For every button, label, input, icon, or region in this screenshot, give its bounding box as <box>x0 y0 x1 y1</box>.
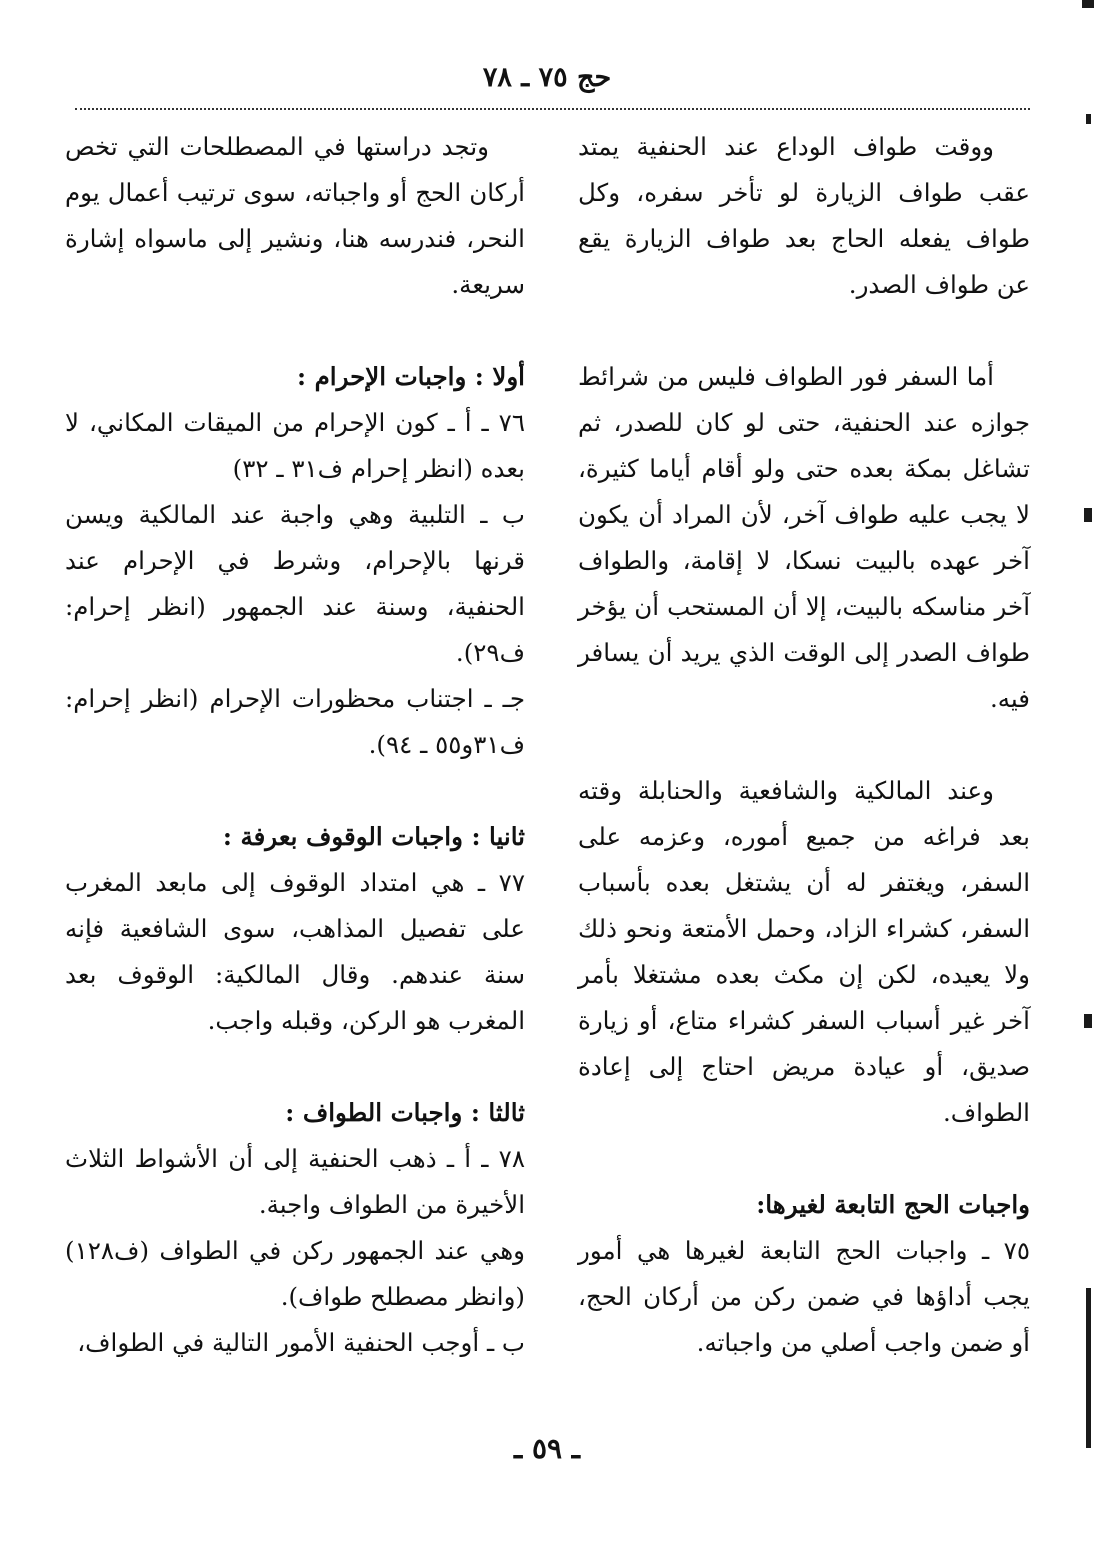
list-item: ٧٨ ـ أ ـ ذهب الحنفية إلى أن الأشواط الثلاث الأخيرة من الطواف واجبة. <box>65 1144 525 1219</box>
margin-mark <box>1082 0 1094 8</box>
list-item: ب ـ التلبية وهي واجبة عند المالكية ويسن قرنها بالإحرام، وشرط في الإحرام عند الحنفية، وسنة عند الجمهور (انظر إحرام: ف٢٩). <box>65 500 525 667</box>
running-header: حج ٧٥ ـ ٧٨ <box>482 62 612 93</box>
right-column <box>578 124 1030 1366</box>
paragraph: ووقت طواف الوداع عند الحنفية يمتد عقب طواف الزيارة لو تأخر سفره، وكل طواف يفعله الحاج بعد طواف الزيارة يقع عن طواف الصدر. <box>578 132 1030 299</box>
list-item: ب ـ أوجب الحنفية الأمور التالية في الطواف، <box>77 1328 525 1357</box>
section-heading: أولا : واجبات الإحرام : <box>297 362 525 391</box>
page-number: ـ ٥٩ ـ <box>514 1432 580 1465</box>
list-item: جـ ـ اجتناب محظورات الإحرام (انظر إحرام: ف٣١و٥٥ ـ ٩٤). <box>65 684 525 759</box>
paragraph-gap <box>578 308 1030 354</box>
list-item: ٧٦ ـ أ ـ كون الإحرام من الميقات المكاني، لا بعده (انظر إحرام ف٣١ ـ ٣٢) <box>65 408 525 483</box>
list-item: ٧٧ ـ هي امتداد الوقوف إلى مابعد المغرب على تفصيل المذاهب، سوى الشافعية فإنه سنة عندهم. وقال المالكية: الوقوف بعد المغرب هو الركن، وقبله واجب. <box>65 868 525 1035</box>
dotted-header-rule <box>75 108 1030 110</box>
margin-mark <box>1086 114 1091 124</box>
paragraph: وتجد دراستها في المصطلحات التي تخص أركان الحج أو واجباته، سوى ترتيب أعمال يوم النحر، فندرسه هنا، ونشير إلى ماسواه إشارة سريعة. <box>65 132 525 299</box>
paragraph: وعند المالكية والشافعية والحنابلة وقته بعد فراغه من جميع أموره، وعزمه على السفر، ويغتفر له أن يشتغل بعده بأسباب السفر، كشراء الزاد، وحمل الأمتعة ونحو ذلك ولا يعيده، لكن إن مكث بعده مشتغلا بأمر آخر غير أسباب السفر كشراء متاع، أو زيارة صديق، أو عيادة مريض احتاج إلى إعادة الطواف. <box>578 776 1030 1127</box>
paragraph: أما السفر فور الطواف فليس من شرائط جوازه عند الحنفية، حتى لو كان للصدر، ثم تشاغل بمكة بعده حتى ولو أقام أياما كثيرة، لا يجب عليه طواف آخر، لأن المراد أن يكون آخر عهده بالبيت نسكا، لا إقامة، والطواف آخر مناسكه بالبيت، إلا أن المستحب أن يؤخر طواف الصدر إلى الوقت الذي يريد أن يسافر فيه. <box>578 362 1030 713</box>
section-heading: ثالثا : واجبات الطواف : <box>285 1098 525 1127</box>
left-column <box>65 124 525 1366</box>
paragraph-gap <box>578 722 1030 768</box>
section-heading: واجبات الحج التابعة لغيرها: <box>756 1190 1030 1219</box>
paragraph-gap <box>65 768 525 814</box>
margin-mark <box>1086 1288 1091 1448</box>
section-heading: ثانيا : واجبات الوقوف بعرفة : <box>222 822 525 851</box>
paragraph-gap <box>578 1136 1030 1182</box>
paragraph-gap <box>65 1044 525 1090</box>
paragraph: ٧٥ ـ واجبات الحج التابعة لغيرها هي أمور يجب أداؤها في ضمن ركن من أركان الحج، أو ضمن واجب أصلي من واجباته. <box>578 1236 1030 1357</box>
list-item: وهي عند الجمهور ركن في الطواف (ف١٢٨) (وانظر مصطلح طواف). <box>65 1236 525 1311</box>
margin-mark <box>1084 1014 1092 1028</box>
margin-mark <box>1084 508 1092 522</box>
paragraph-gap <box>65 308 525 354</box>
